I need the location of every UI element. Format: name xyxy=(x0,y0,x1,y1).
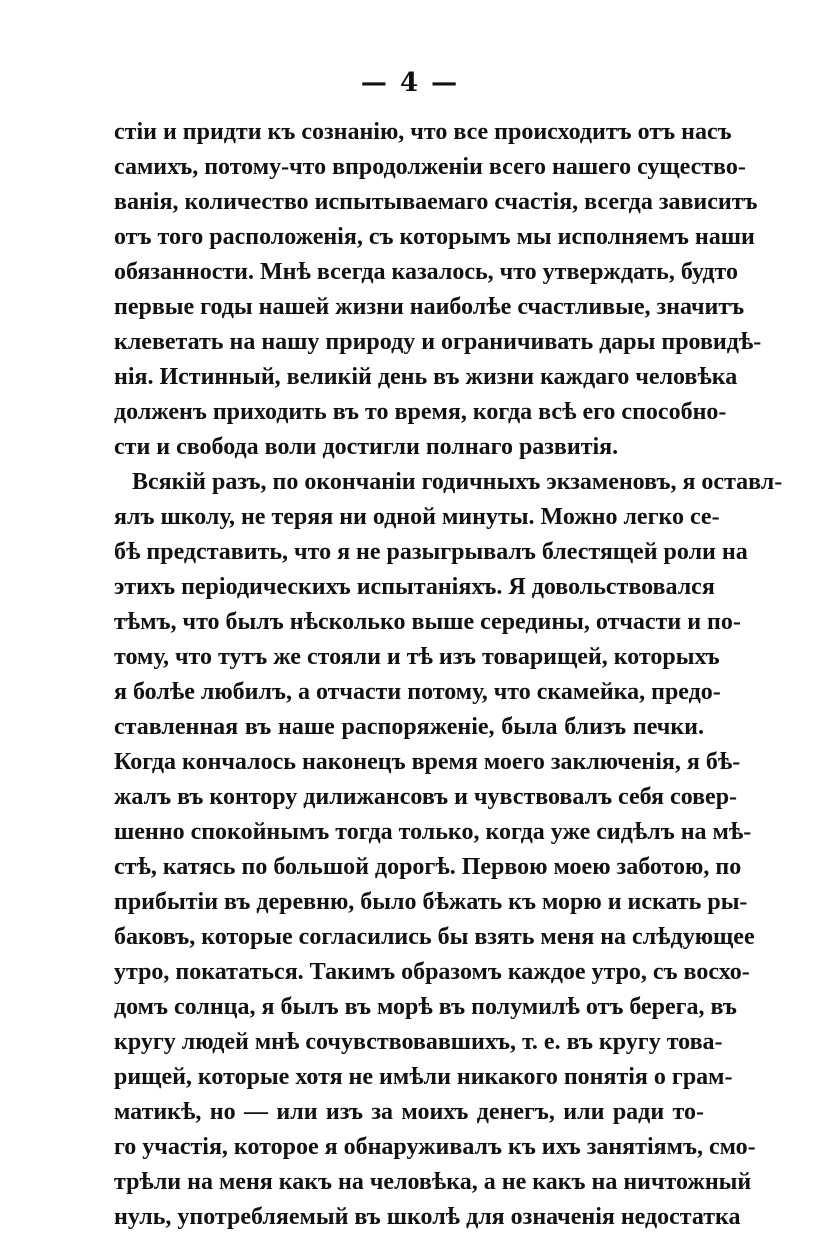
text-line: нуль, употребляемый въ школѣ для означенія недостатка xyxy=(114,1204,741,1230)
text-line: трѣли на меня какъ на человѣка, а не какъ на ничтожный xyxy=(114,1169,752,1195)
text-line: шенно спокойнымъ тогда только, когда уже сидѣлъ на мѣ- xyxy=(114,819,752,845)
text-line: домъ солнца, я былъ въ морѣ въ полумилѣ отъ берега, въ xyxy=(114,994,737,1020)
text-line: отъ того расположенія, съ которымъ мы исполняемъ наши xyxy=(114,224,755,250)
text-line: жалъ въ контору дилижансовъ и чувствовалъ себя совер- xyxy=(114,784,738,810)
page-number: — 4 — xyxy=(360,68,460,98)
text-line: этихъ періодическихъ испытаніяхъ. Я довольствовался xyxy=(114,574,715,600)
text-line: го участія, которое я обнаруживалъ къ ихъ занятіямъ, смо- xyxy=(114,1134,756,1160)
text-line: Всякій разъ, по окончаніи годичныхъ экзаменовъ, я оставл- xyxy=(132,469,783,495)
text-line: баковъ, которые согласились бы взять меня на слѣдующее xyxy=(114,924,755,950)
text-line: ялъ школу, не теряя ни одной минуты. Можно легко се- xyxy=(114,504,720,530)
text-line: стіи и придти къ сознанію, что все происходитъ отъ насъ xyxy=(114,119,732,145)
text-line: тѣмъ, что былъ нѣсколько выше середины, отчасти и по- xyxy=(114,609,741,635)
body-text xyxy=(114,115,783,1235)
text-line: матикѣ, но — или изъ за моихъ денегъ, или ради то- xyxy=(114,1099,704,1125)
text-line: стѣ, катясь по большой дорогѣ. Первою моею заботою, по xyxy=(114,854,742,880)
paragraph-2 xyxy=(114,465,783,1235)
text-line: прибытіи въ деревню, было бѣжать къ морю и искать ры- xyxy=(114,889,748,915)
text-line: долженъ приходить въ то время, когда всѣ его способно- xyxy=(114,399,727,425)
text-line: Когда кончалось наконецъ время моего заключенія, я бѣ- xyxy=(114,749,741,775)
text-line: тому, что тутъ же стояли и тѣ изъ товарищей, которыхъ xyxy=(114,644,720,670)
text-line: нія. Истинный, великій день въ жизни каждаго человѣка xyxy=(114,364,738,390)
text-line: ставленная въ наше распоряженіе, была близъ печки. xyxy=(114,714,704,740)
text-line: обязанности. Мнѣ всегда казалось, что утверждать, будто xyxy=(114,259,739,285)
text-line: рищей, которые хотя не имѣли никакого понятія о грам- xyxy=(114,1064,733,1090)
text-line: я болѣе любилъ, а отчасти потому, что скамейка, предо- xyxy=(114,679,721,705)
text-line: утро, покататься. Такимъ образомъ каждое утро, съ восхо- xyxy=(114,959,750,985)
text-line: бѣ представить, что я не разыгрывалъ блестящей роли на xyxy=(114,539,748,565)
text-line: сти и свобода воли достигли полнаго развитія. xyxy=(114,434,619,460)
text-line: самихъ, потому-что впродолженіи всего нашего существо- xyxy=(114,154,746,180)
text-line: кругу людей мнѣ сочувствовавшихъ, т. е. въ кругу това- xyxy=(114,1029,723,1055)
text-line: ванія, количество испытываемаго счастія, всегда зависитъ xyxy=(114,189,758,215)
text-line: первые годы нашей жизни наиболѣе счастливые, значитъ xyxy=(114,294,745,320)
text-line: клеветать на нашу природу и ограничивать дары провидѣ- xyxy=(114,329,762,355)
paragraph-1 xyxy=(114,115,762,465)
